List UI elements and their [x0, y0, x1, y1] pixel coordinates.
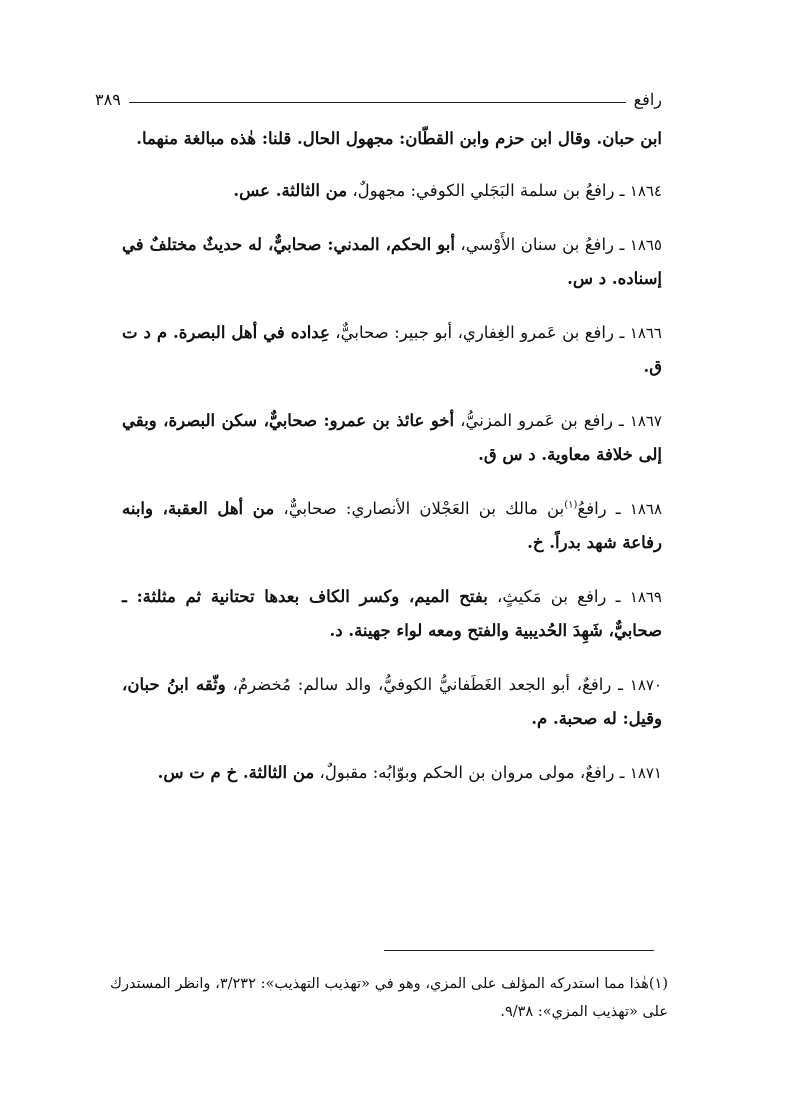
entry-text-bold: من الثالثة. عس.	[233, 181, 348, 200]
footnote-separator	[384, 950, 654, 951]
continued-entry	[122, 122, 662, 156]
entry-number: ١٨٦٤	[629, 182, 662, 200]
entry-text: ـ رافع بن عَمرو الغِفاري، أبو جبير: صحابيٌّ،	[329, 323, 630, 342]
page-number: ٣٨٩	[95, 89, 121, 109]
entry-1869	[122, 580, 662, 648]
entry-text-bold: وثّقه ابنُ حبان، وقيل: له صحبة. م.	[122, 675, 662, 728]
entry-number: ١٨٧١	[629, 764, 662, 782]
entry-1868	[122, 492, 662, 560]
entry-text: ابن حبان. وقال ابن حزم وابن القطّان: مجهول الحال. قلنا: هٰذه مبالغة منهما.	[136, 129, 662, 148]
footnote-marker: (١)	[648, 976, 668, 992]
footnote-text: هٰذا مما استدركه المؤلف على المزي، وهو في «تهذيب التهذيب»: ٣/٢٣٢، وانظر المستدرك على «تهذيب المزي»: ٩/٣٨.	[110, 976, 668, 1020]
page-header	[95, 86, 662, 112]
entry-1871	[122, 756, 662, 790]
entry-text-bold: بفتح الميم، وكسر الكاف بعدها تحتانية ثم مثلثة: ـ صحابيٌّ، شَهِدَ الحُديبية والفتح ومعه لواء جهينة. د.	[122, 587, 662, 640]
entry-text: ـ رافعٌ، أبو الجعد الغَطَفانيُّ الكوفيُّ، والد سالم: مُخضرمٌ،	[225, 675, 630, 694]
entry-number: ١٨٦٩	[629, 588, 662, 606]
entry-text: ـ رافعُ بن سلمة البَجَلي الكوفي: مجهولٌ،	[347, 181, 630, 200]
entry-text: ـ رافع بن عَمرو المزنيُّ،	[454, 411, 630, 430]
entry-number: ١٨٦٧	[629, 412, 662, 430]
entry-text-bold: من أهل العقبة، وابنه رفاعة شهد بدراً. خ.	[122, 499, 662, 552]
entry-number: ١٨٧٠	[629, 676, 662, 694]
entry-1865	[122, 228, 662, 296]
header-rule	[129, 102, 626, 103]
entry-1870	[122, 668, 662, 736]
entry-1867	[122, 404, 662, 472]
entry-text: ـ رافع بن مَكيثٍ،	[487, 587, 630, 606]
entry-text-bold: أبو الحكم، المدني: صحابيٌّ، له حديثٌ مختلفٌ في إسناده. د س.	[122, 235, 662, 288]
main-text	[122, 122, 662, 810]
entry-1864	[122, 174, 662, 208]
entry-text-bold: عِداده في أهل البصرة. م د ت ق.	[122, 323, 662, 376]
entry-text: ـ رافعُ	[577, 499, 630, 518]
entry-number: ١٨٦٦	[629, 324, 662, 342]
running-title: رافع	[633, 89, 662, 109]
entry-text: ـ رافعٌ، مولى مروان بن الحكم وبوّابُه: مقبولٌ،	[314, 763, 630, 782]
entry-number: ١٨٦٥	[629, 236, 662, 254]
footnote-1	[110, 970, 668, 1026]
entry-text: ـ رافعُ بن سنان الأَوْسي،	[454, 235, 630, 254]
entry-1866	[122, 316, 662, 384]
footnotes	[110, 970, 668, 1026]
entry-text-bold: أخو عائذ بن عمرو: صحابيٌّ، سكن البصرة، وبقي إلى خلافة معاوية. د س ق.	[122, 411, 662, 464]
footnote-marker: (١)	[564, 499, 578, 511]
entry-number: ١٨٦٨	[629, 500, 663, 518]
entry-text-bold: من الثالثة. خ م ت س.	[157, 763, 315, 782]
entry-text-continued: بن مالك بن العَجْلان الأنصاري: صحابيٌّ،	[274, 499, 565, 518]
